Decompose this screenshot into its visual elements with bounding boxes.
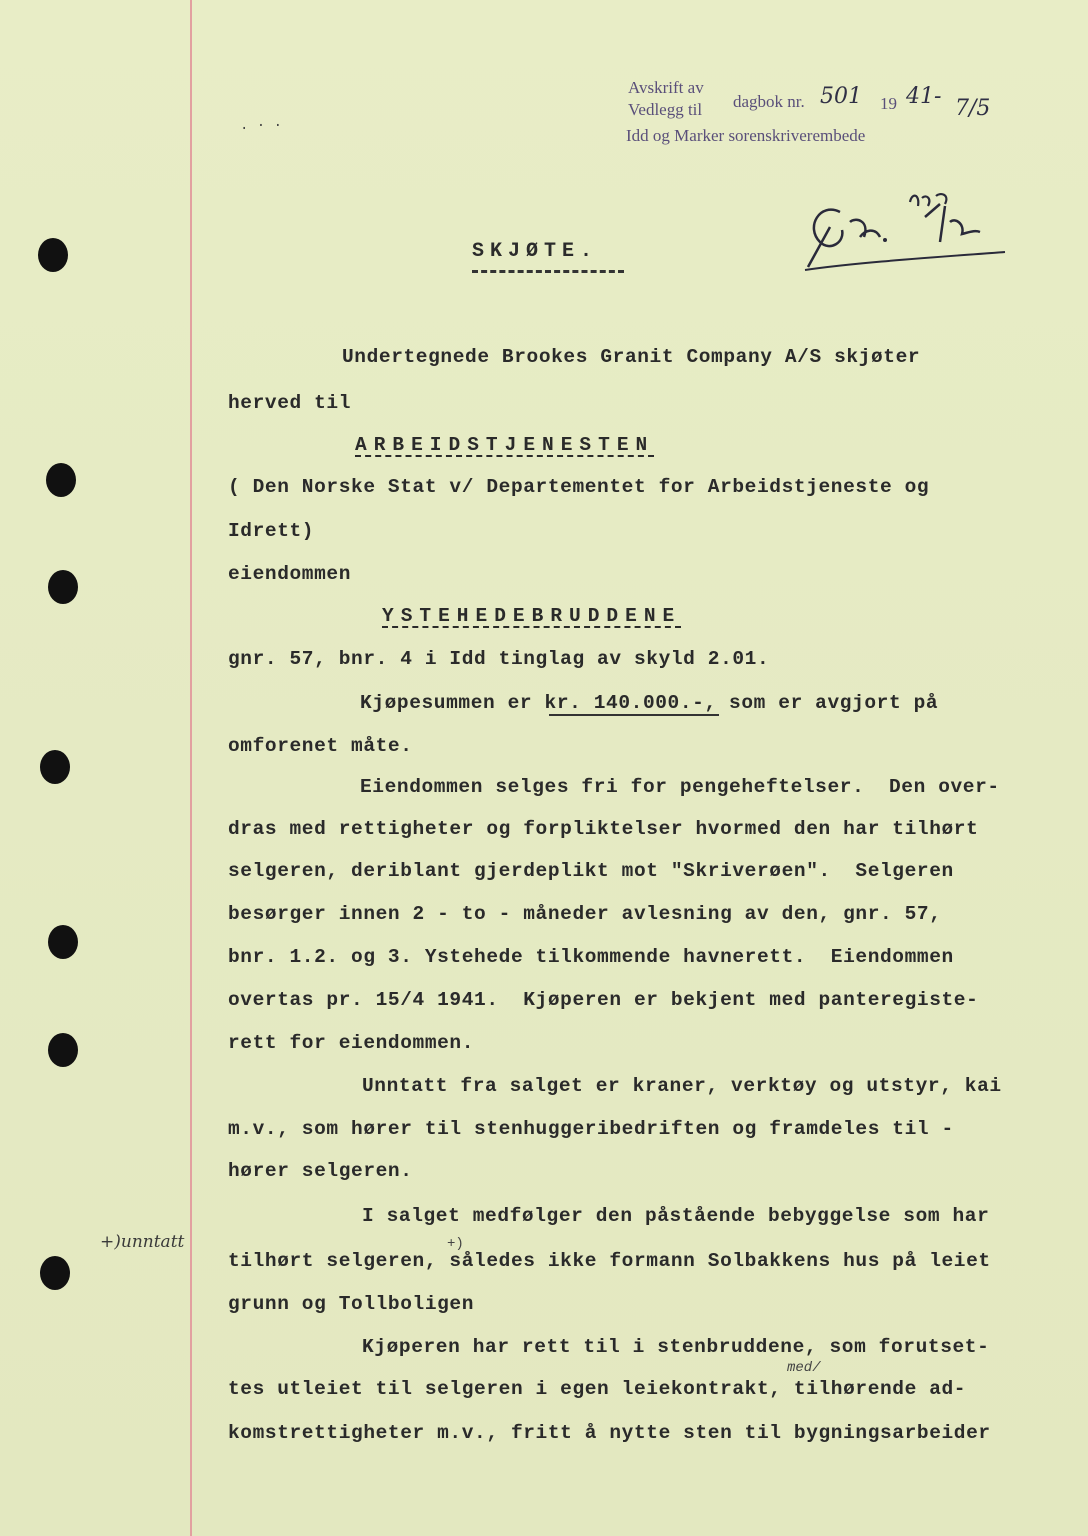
stamp-year-prefix: 19 (880, 94, 897, 113)
stamp-line1-b: Vedlegg til (628, 100, 703, 119)
text-line: herved til (228, 392, 352, 414)
text-line: overtas pr. 15/4 1941. Kjøperen er bekjent med panteregiste- (228, 989, 979, 1011)
text-line: Unntatt fra salget er kraner, verktøy og utstyr, kai (362, 1075, 1002, 1097)
insert-mark: +) (447, 1236, 464, 1252)
text-line: komstrettigheter m.v., fritt å nytte sten til bygningsarbeider (228, 1422, 991, 1444)
text-line: dras med rettigheter og forpliktelser hvormed den har tilhørt (228, 818, 979, 840)
stamp-line1-a: Avskrift av (628, 78, 704, 97)
text-line: grunn og Tollboligen (228, 1293, 475, 1315)
insert-med: med/ (787, 1360, 821, 1376)
punch-hole (38, 238, 68, 272)
text-line: gnr. 57, bnr. 4 i Idd tinglag av skyld 2.01. (228, 648, 770, 670)
grantee-name: ARBEIDSTJENESTEN (355, 434, 655, 456)
text-line: Eiendommen selges fri for pengeheftelser. Den over- (360, 776, 1000, 798)
text-line: Undertegnede Brookes Granit Company A/S skjøter (342, 346, 921, 368)
text-line: Kjøperen har rett til i stenbruddene, som forutset- (362, 1336, 990, 1358)
stamp-date: 7/5 (955, 96, 991, 121)
punch-hole (40, 750, 70, 784)
property-name: YSTEHEDEBRUDDENE (382, 605, 682, 627)
text-line: ( Den Norske Stat v/ Departementet for Arbeidstjeneste og (228, 476, 930, 498)
purchase-sum-underline (549, 714, 719, 716)
text-line: rett for eiendommen. (228, 1032, 475, 1054)
stamp-dagbok: dagbok nr. (733, 92, 805, 111)
punch-hole (48, 1033, 78, 1067)
stamp-year: 41- (906, 84, 942, 109)
stamp-number: 501 (820, 84, 862, 109)
stamp-office: Idd og Marker sorenskriverembede (626, 126, 866, 145)
punch-hole (48, 570, 78, 604)
text-line: tilhørt selgeren, således ikke formann Solbakkens hus på leiet (228, 1250, 991, 1272)
text-line: tes utleiet til selgeren i egen leiekontrakt, tilhørende ad- (228, 1378, 967, 1400)
punch-hole (40, 1256, 70, 1290)
text-line: eiendommen (228, 563, 352, 585)
text-line: m.v., som hører til stenhuggeribedriften og framdeles til - (228, 1118, 954, 1140)
text-line: omforenet måte. (228, 735, 413, 757)
handwritten-signature (800, 182, 1010, 277)
text-line: Kjøpesummen er kr. 140.000.-, som er avgjort på (360, 692, 939, 714)
margin-note: +)unntatt (100, 1232, 185, 1252)
punch-hole (46, 463, 76, 497)
punch-hole (48, 925, 78, 959)
text-line: selgeren, deriblant gjerdeplikt mot "Skriverøen". Selgeren (228, 860, 954, 882)
text-line: hører selgeren. (228, 1160, 413, 1182)
text-line: I salget medfølger den påstående bebyggelse som har (362, 1205, 990, 1227)
stray-marks: . · · (240, 118, 283, 134)
text-line: bnr. 1.2. og 3. Ystehede tilkommende havnerett. Eiendommen (228, 946, 954, 968)
margin-rule (190, 0, 192, 1536)
text-line: besørger innen 2 - to - måneder avlesning av den, gnr. 57, (228, 903, 942, 925)
text-line: Idrett) (228, 520, 315, 542)
title-underline (472, 270, 624, 273)
document-title: SKJØTE. (472, 240, 599, 263)
